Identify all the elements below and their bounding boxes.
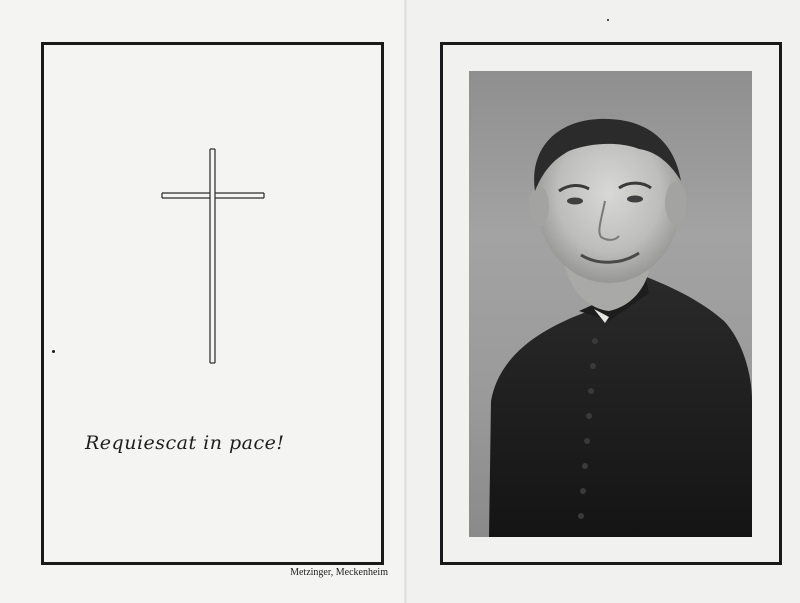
printer-imprint: Metzinger, Meckenheim — [290, 567, 388, 578]
portrait-photo — [469, 71, 752, 537]
ink-speck — [607, 19, 609, 21]
portrait-image — [469, 71, 752, 537]
requiescat-motto: Requiescat in pace! — [85, 432, 285, 454]
ink-speck — [52, 350, 55, 353]
